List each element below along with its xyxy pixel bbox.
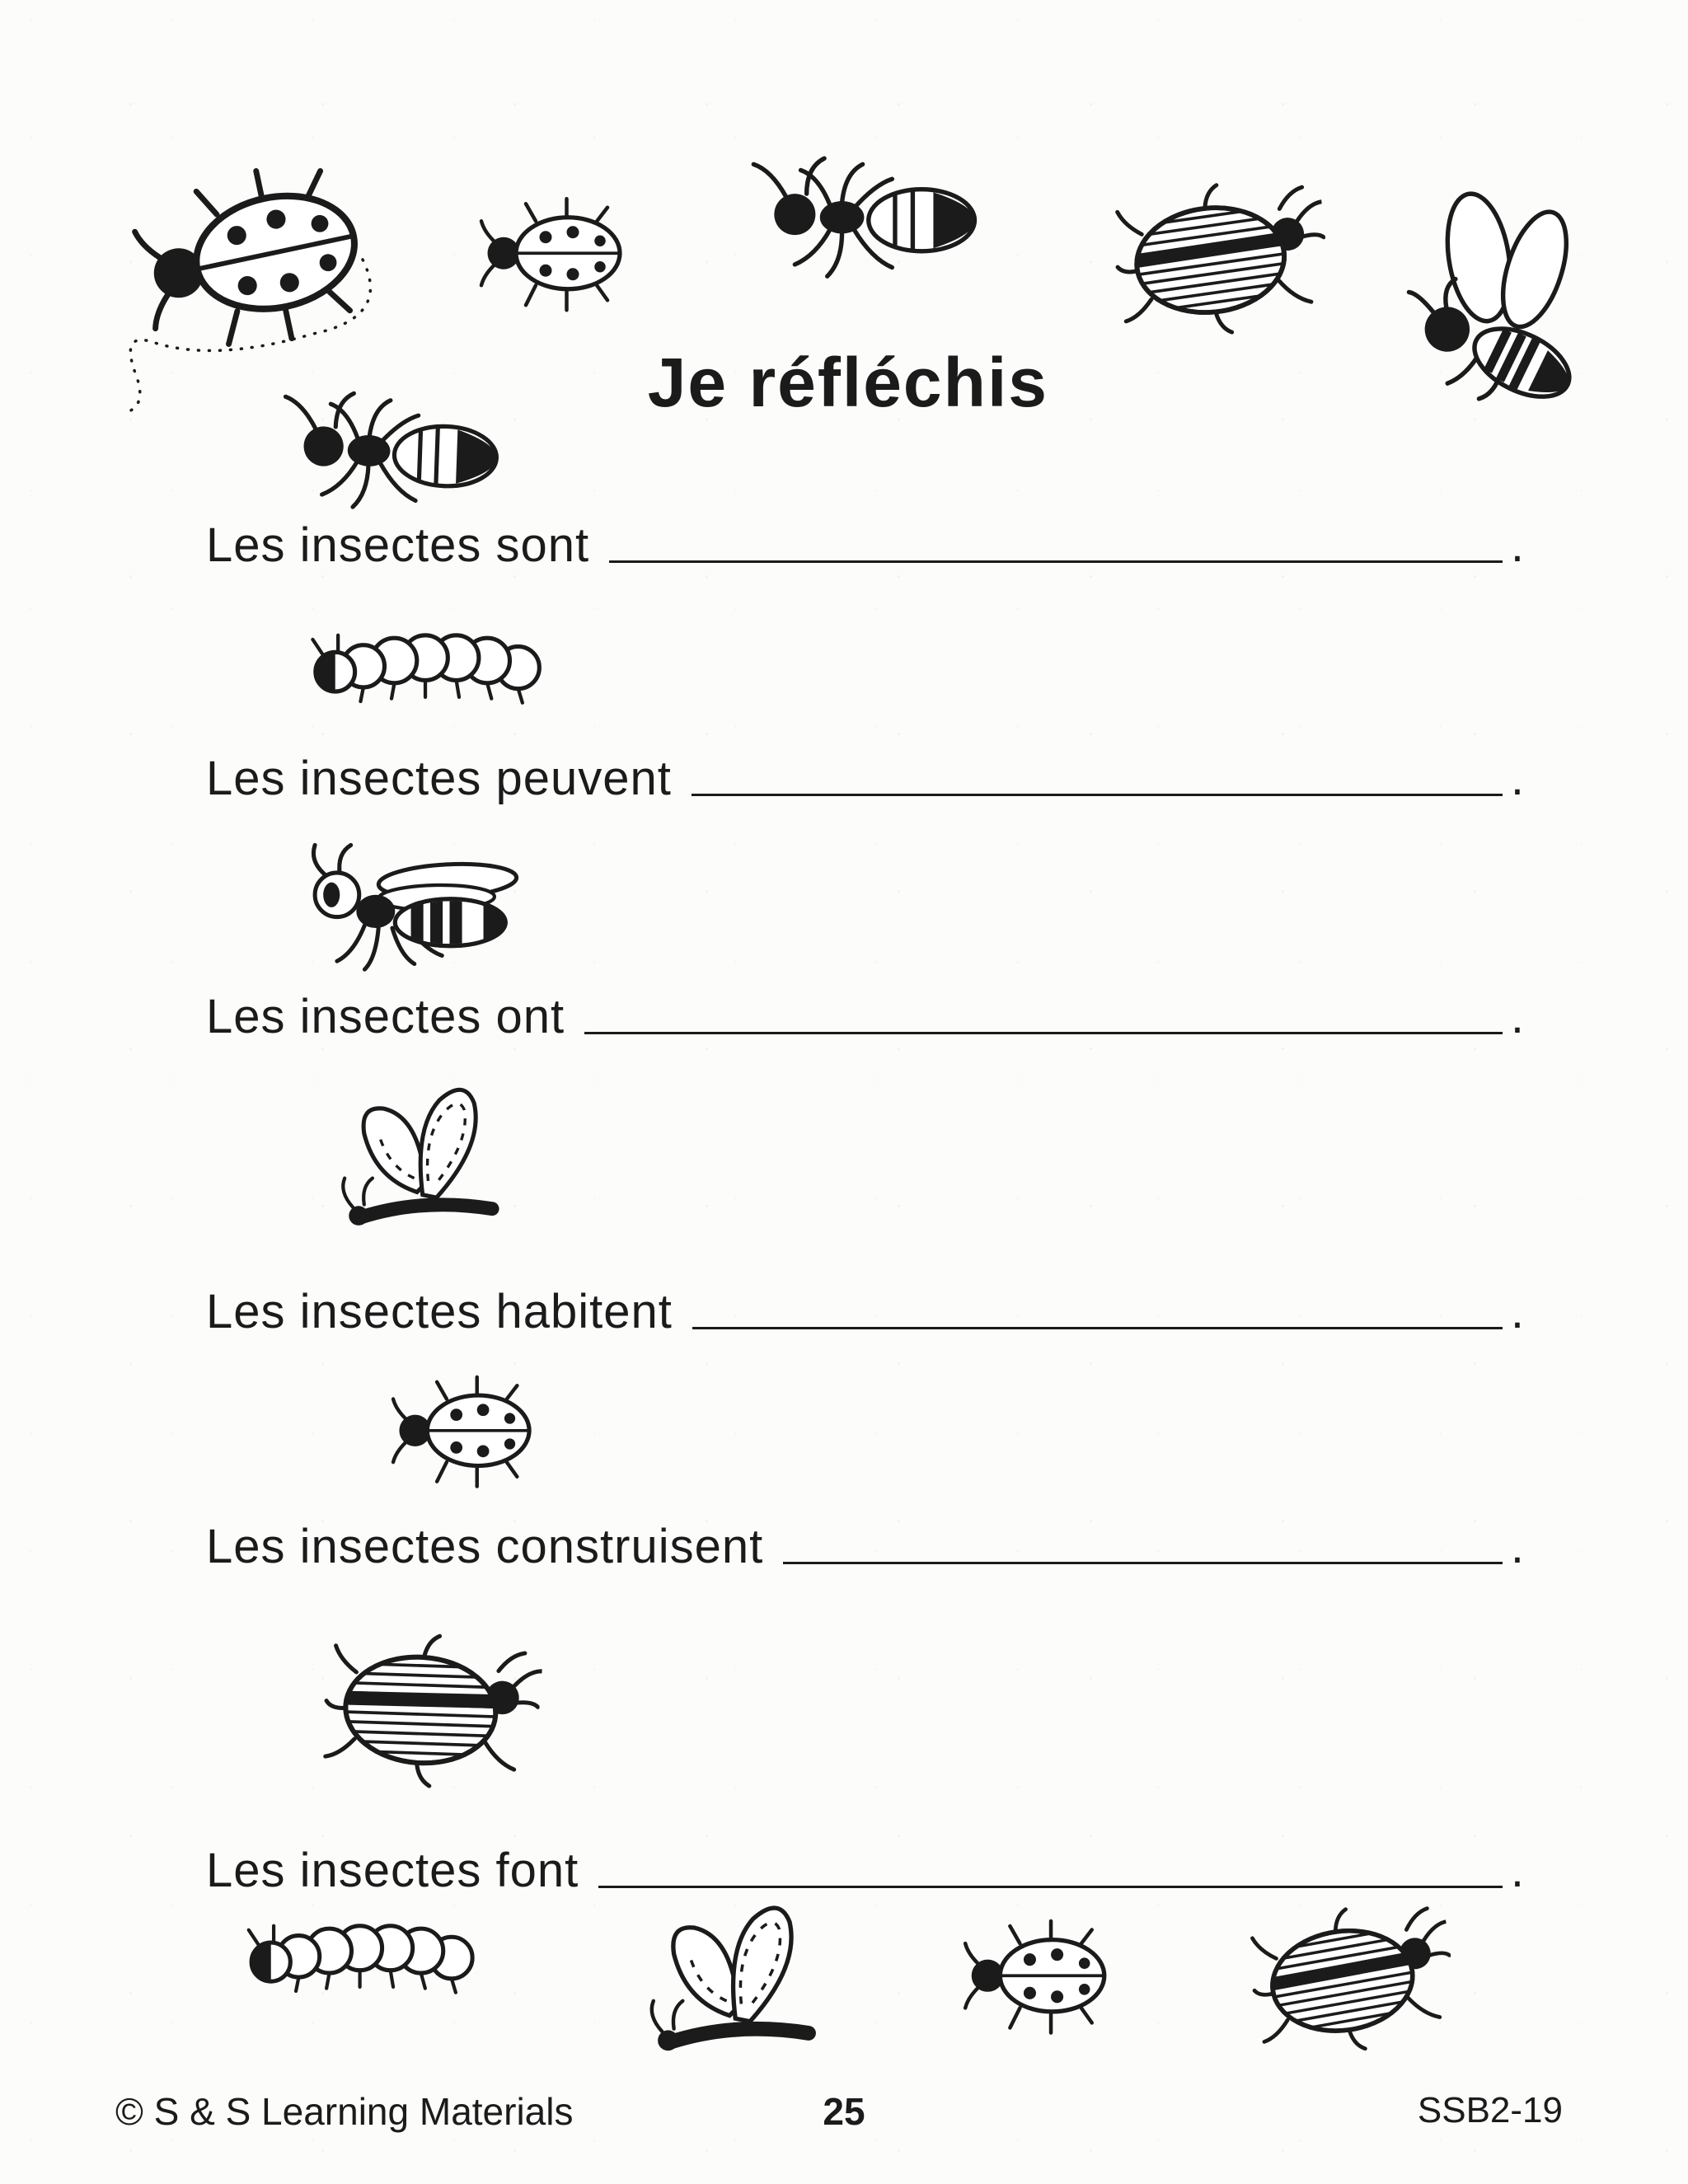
page-number: 25 <box>823 2090 865 2133</box>
prompt-row-construisent <box>206 1514 1525 1575</box>
answer-blank-line <box>783 1562 1503 1564</box>
prompt-label: Les insectes construisent <box>206 1520 764 1574</box>
prompt-label: Les insectes peuvent <box>206 752 672 806</box>
ladybug-icon <box>474 196 635 314</box>
prompt-label: Les insectes ont <box>206 990 565 1044</box>
prompt-row-ont <box>206 984 1525 1045</box>
butterfly-icon <box>336 1078 524 1252</box>
wasp-icon <box>298 834 554 979</box>
answer-blank-line <box>692 794 1503 796</box>
answer-blank-line <box>609 560 1503 563</box>
prompt-label: Les insectes font <box>206 1844 579 1898</box>
prompt-period: . <box>1510 752 1525 806</box>
bee-icon <box>1386 178 1610 415</box>
prompt-period: . <box>1510 990 1525 1044</box>
prompt-period: . <box>1510 1520 1525 1574</box>
answer-blank-line <box>692 1327 1503 1329</box>
butterfly-icon <box>645 1896 842 2079</box>
ladybug-icon <box>386 1375 544 1490</box>
page-title: Je réfléchis <box>647 344 1049 421</box>
answer-blank-line <box>584 1032 1503 1034</box>
copyright-text: © S & S Learning Materials <box>115 2090 574 2133</box>
beetle-icon <box>318 1623 545 1797</box>
doc-code: SSB2-19 <box>1417 2090 1563 2130</box>
caterpillar-icon <box>243 1910 486 2001</box>
answer-blank-line <box>598 1886 1503 1888</box>
beetle-icon <box>1107 169 1335 348</box>
prompt-row-font <box>206 1838 1525 1899</box>
prompt-period: . <box>1510 1844 1525 1898</box>
prompt-row-sont <box>206 513 1525 574</box>
prompt-row-habitent <box>206 1279 1525 1340</box>
prompt-period: . <box>1510 518 1525 573</box>
ant-icon <box>742 152 985 285</box>
ant-icon <box>270 385 509 521</box>
ladybug-icon <box>958 1919 1119 2036</box>
prompt-period: . <box>1510 1285 1525 1339</box>
beetle-icon <box>1242 1891 1463 2067</box>
prompt-label: Les insectes habitent <box>206 1285 673 1339</box>
caterpillar-icon <box>307 620 554 711</box>
prompt-row-peuvent <box>206 746 1525 807</box>
prompt-label: Les insectes sont <box>206 518 590 573</box>
